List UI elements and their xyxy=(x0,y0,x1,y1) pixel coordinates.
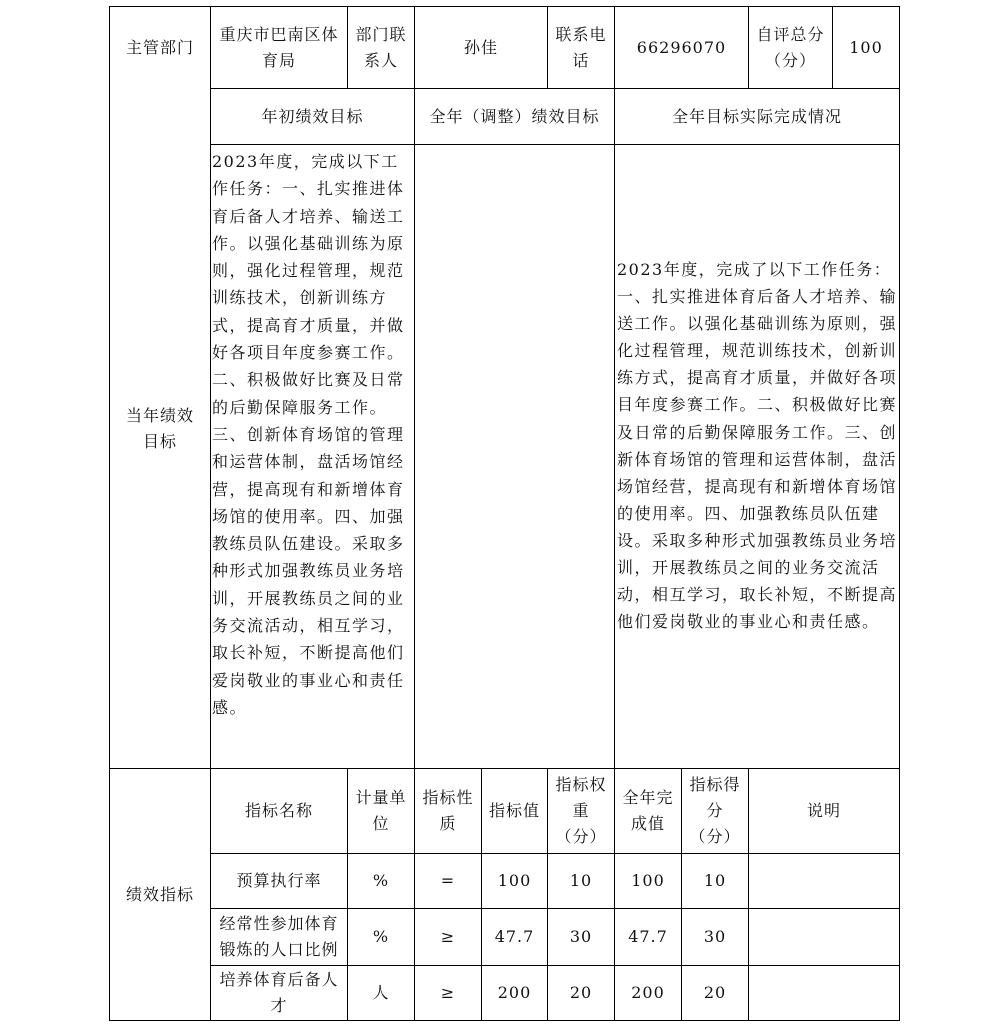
indicators-section-label: 绩效指标 xyxy=(125,884,194,904)
row1-note xyxy=(749,854,899,908)
header-note: 说明 xyxy=(806,801,841,820)
phone-label: 联系电话 xyxy=(555,24,607,70)
col-adjusted-goal: 全年（调整）绩效目标 xyxy=(429,106,600,126)
dept-value: 重庆市巴南区体育局 xyxy=(219,24,339,70)
score-value: 100 xyxy=(849,37,883,57)
table-border xyxy=(210,144,900,145)
row1-value: 100 xyxy=(497,871,532,890)
header-indicator-name: 指标名称 xyxy=(244,801,313,820)
row2-nature: ≥ xyxy=(440,927,456,946)
dept-label: 主管部门 xyxy=(125,37,194,57)
col-actual-completion: 全年目标实际完成情况 xyxy=(671,106,842,126)
row1-actual: 100 xyxy=(631,871,665,890)
contact-value: 孙佳 xyxy=(463,37,498,57)
row2-actual: 47.7 xyxy=(628,927,668,946)
row2-value: 47.7 xyxy=(494,927,535,946)
row1-nature: = xyxy=(440,871,456,890)
row3-actual: 200 xyxy=(631,983,665,1002)
header-score: 指标得分（分） xyxy=(689,775,741,846)
row3-note xyxy=(749,966,899,1020)
row2-score: 30 xyxy=(703,927,727,946)
contact-label: 部门联系人 xyxy=(355,24,407,70)
row2-weight: 30 xyxy=(569,927,593,946)
row1-score: 10 xyxy=(703,871,727,890)
header-actual-value: 全年完成值 xyxy=(622,788,674,833)
row3-value: 200 xyxy=(497,983,532,1002)
goals-section-label: 当年绩效目标 xyxy=(125,405,194,451)
row1-unit: % xyxy=(372,871,390,890)
phone-value: 66296070 xyxy=(636,37,727,57)
row1-name: 预算执行率 xyxy=(236,871,322,890)
table-border xyxy=(109,1020,900,1021)
table-border xyxy=(899,6,900,1021)
row3-name: 培养体育后备人才 xyxy=(219,970,339,1015)
row3-unit: 人 xyxy=(372,983,390,1002)
row2-note xyxy=(749,909,899,965)
header-weight: 指标权重（分） xyxy=(555,775,607,846)
row3-score: 20 xyxy=(703,983,727,1002)
header-nature: 指标性质 xyxy=(422,788,474,833)
row3-nature: ≥ xyxy=(440,983,456,1002)
row3-weight: 20 xyxy=(569,983,593,1002)
col-initial-goal: 年初绩效目标 xyxy=(261,106,364,126)
initial-goal-text: 2023年度，完成以下工作任务：一、扎实推进体育后备人才培养、输送工作。以强化基础训练为原则，强化过程管理，规范训练技术，创新训练方式，提高育才质量，并做好各项目年度参赛工作。二、积极做好比赛及日常的后勤保障服务工作。三、创新体育场馆的管理和运营体制，盘活场馆经营，提高现有和新增体育场馆的使用率。四、加强教练员队伍建设。采取多种形式加强教练员业务培训，开展教练员之间的业务交流活动，相互学习，取长补短，不断提高他们爱岗敬业的事业心和责任感。 xyxy=(212,152,405,717)
header-unit: 计量单位 xyxy=(355,788,407,833)
actual-completion-text: 2023年度，完成了以下工作任务：一、扎实推进体育后备人才培养、输送工作。以强化基础训练为原则，强化过程管理，规范训练技术，创新训练方式，提高育才质量，并做好各项目年度参赛工作。二、积极做好比赛及日常的后勤保障服务工作。三、创新体育场馆的管理和运营体制，盘活场馆经营，提高现有和新增体育场馆的使用率。四、加强教练员队伍建设。采取多种形式加强教练员业务培训，开展教练员之间的业务交流活动，相互学习，取长补短，不断提高他们爱岗敬业的事业心和责任感。 xyxy=(617,260,898,632)
row2-name: 经常性参加体育锻炼的人口比例 xyxy=(219,914,339,959)
row1-weight: 10 xyxy=(569,871,593,890)
score-label: 自评总分（分） xyxy=(756,24,825,70)
header-target-value: 指标值 xyxy=(488,801,540,820)
row2-unit: % xyxy=(372,927,390,946)
